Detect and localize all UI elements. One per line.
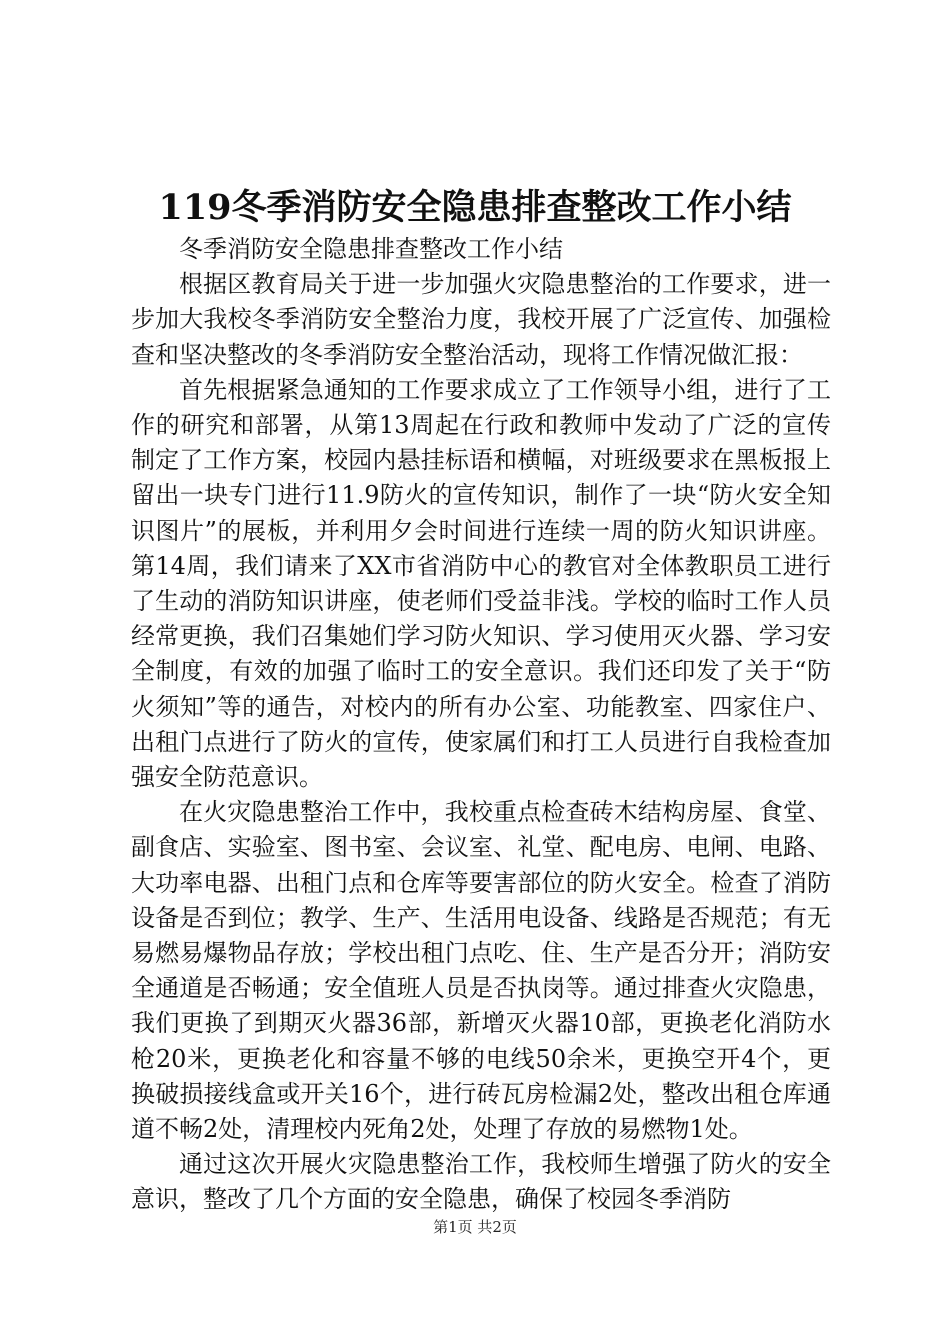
paragraph-inspection: 在火灾隐患整治工作中，我校重点检查砖木结构房屋、食堂、副食店、实验室、图书室、会议室、礼堂、配电房、电闸、电路、大功率电器、出租门点和仓库等要害部位的防火安全。检查了消防设备是否到位；教学、生产、生活用电设备、线路是否规范；有无易燃易爆物品存放；学校出租门点吃、住、生产是否分开；消防安全通道是否畅通；安全值班人员是否执岗等。通过排查火灾隐患，我们更换了到期灭火器36部，新增灭火器10部，更换老化消防水枪20米，更换老化和容量不够的电线50余米，更换空开4个，更换破损接线盒或开关16个，进行砖瓦房检漏2处，整改出租仓库通道不畅2处，清理校内死角2处，处理了存放的易燃物1处。 — [131, 798, 831, 1144]
document-body — [131, 232, 831, 1218]
paragraph-subtitle: 冬季消防安全隐患排查整改工作小结 — [179, 235, 563, 263]
paragraph-conclusion: 通过这次开展火灾隐患整治工作，我校师生增强了防火的安全意识，整改了几个方面的安全隐患，确保了校园冬季消防 — [131, 1150, 831, 1214]
page-footer: 第1页 共2页 — [433, 1218, 517, 1236]
paragraph-intro: 根据区教育局关于进一步加强火灾隐患整治的工作要求，进一步加大我校冬季消防安全整治力度，我校开展了广泛宣传、加强检查和坚决整改的冬季消防安全整治活动，现将工作情况做汇报： — [131, 270, 831, 369]
paragraph-organization: 首先根据紧急通知的工作要求成立了工作领导小组，进行了工作的研究和部署，从第13周起在行政和教师中发动了广泛的宣传制定了工作方案，校园内悬挂标语和横幅，对班级要求在黑板报上留出一块专门进行11.9防火的宣传知识，制作了一块“防火安全知识图片”的展板，并利用夕会时间进行连续一周的防火知识讲座。第14周，我们请来了XX市省消防中心的教官对全体教职员工进行了生动的消防知识讲座，使老师们受益非浅。学校的临时工作人员经常更换，我们召集她们学习防火知识、学习使用灭火器、学习安全制度，有效的加强了临时工的安全意识。我们还印发了关于“防火须知”等的通告，对校内的所有办公室、功能教室、四家住户、出租门点进行了防火的宣传，使家属们和打工人员进行自我检查加强安全防范意识。 — [131, 375, 831, 792]
document-title: 119冬季消防安全隐患排查整改工作小结 — [158, 187, 792, 228]
